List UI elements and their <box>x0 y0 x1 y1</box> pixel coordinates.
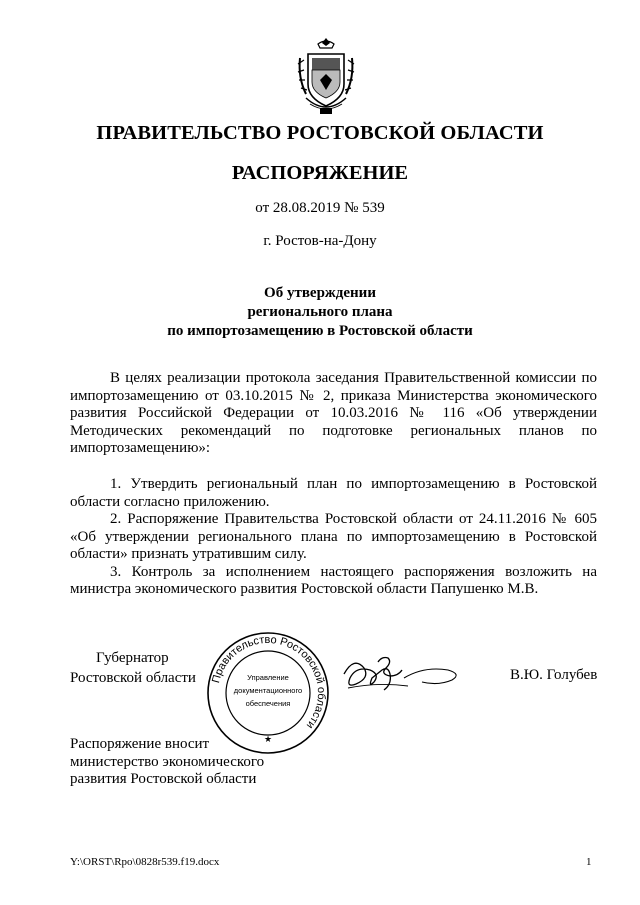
stamp-inner-line: Управление <box>247 673 289 682</box>
intro-paragraph: В целях реализации протокола заседания Правительственной комиссии по импортозамещению от 03.10.2015 № 2, приказа Министерства экономического развития Российской Федерации от 10.03.2016 № 116 «Об утверждении Методических рекомендаций по подготовке региональных планов по импортозамещению»: <box>70 370 597 456</box>
note-line: Распоряжение вносит <box>70 736 210 752</box>
note-line: развития Ростовской области <box>70 771 257 787</box>
order-item: 2. Распоряжение Правительства Ростовской области от 24.11.2016 № 605 «Об утверждении регионального плана по импортозамещению в Ростовской области» признать утратившим силу. <box>70 511 597 562</box>
signatory-title <box>70 648 196 688</box>
stamp-ring-text: Правительство Ростовской области <box>210 633 328 731</box>
note-line: министерство экономического <box>70 753 265 770</box>
organization-title: ПРАВИТЕЛЬСТВО РОСТОВСКОЙ ОБЛАСТИ <box>96 122 544 144</box>
coat-of-arms-emblem <box>296 34 356 116</box>
document-type: РАСПОРЯЖЕНИЕ <box>231 162 409 184</box>
signatory-name: В.Ю. Голубев <box>510 667 598 683</box>
stamp-inner-line: обеспечения <box>245 699 291 708</box>
order-item: 1. Утвердить региональный план по импортозамещению в Ростовской области согласно приложению. <box>70 476 597 510</box>
subject-line: по импортозамещению в Ростовской области <box>167 323 473 339</box>
subject-line: регионального плана <box>247 304 393 320</box>
signatory-title-line: Ростовской области <box>70 670 196 686</box>
handwritten-signature <box>338 652 468 698</box>
stamp-star-icon: ★ <box>263 734 273 744</box>
stamp-inner-line: документационного <box>233 686 303 695</box>
order-item: 3. Контроль за исполнением настоящего распоряжения возложить на министра экономического развития Ростовской области Папушенко М.В. <box>70 563 597 597</box>
submitted-by-note <box>70 736 264 789</box>
footer-file-path: Y:\ORST\Rpo\0828r539.f19.docx <box>70 856 220 868</box>
subject-line: Об утверждении <box>264 285 376 301</box>
document-subject <box>0 284 640 341</box>
order-items <box>70 476 597 599</box>
signatory-title-line: Губернатор <box>96 650 169 666</box>
footer-page-number: 1 <box>586 856 592 868</box>
document-date-number: от 28.08.2019 № 539 <box>255 200 385 216</box>
document-city: г. Ростов-на-Дону <box>263 233 377 249</box>
